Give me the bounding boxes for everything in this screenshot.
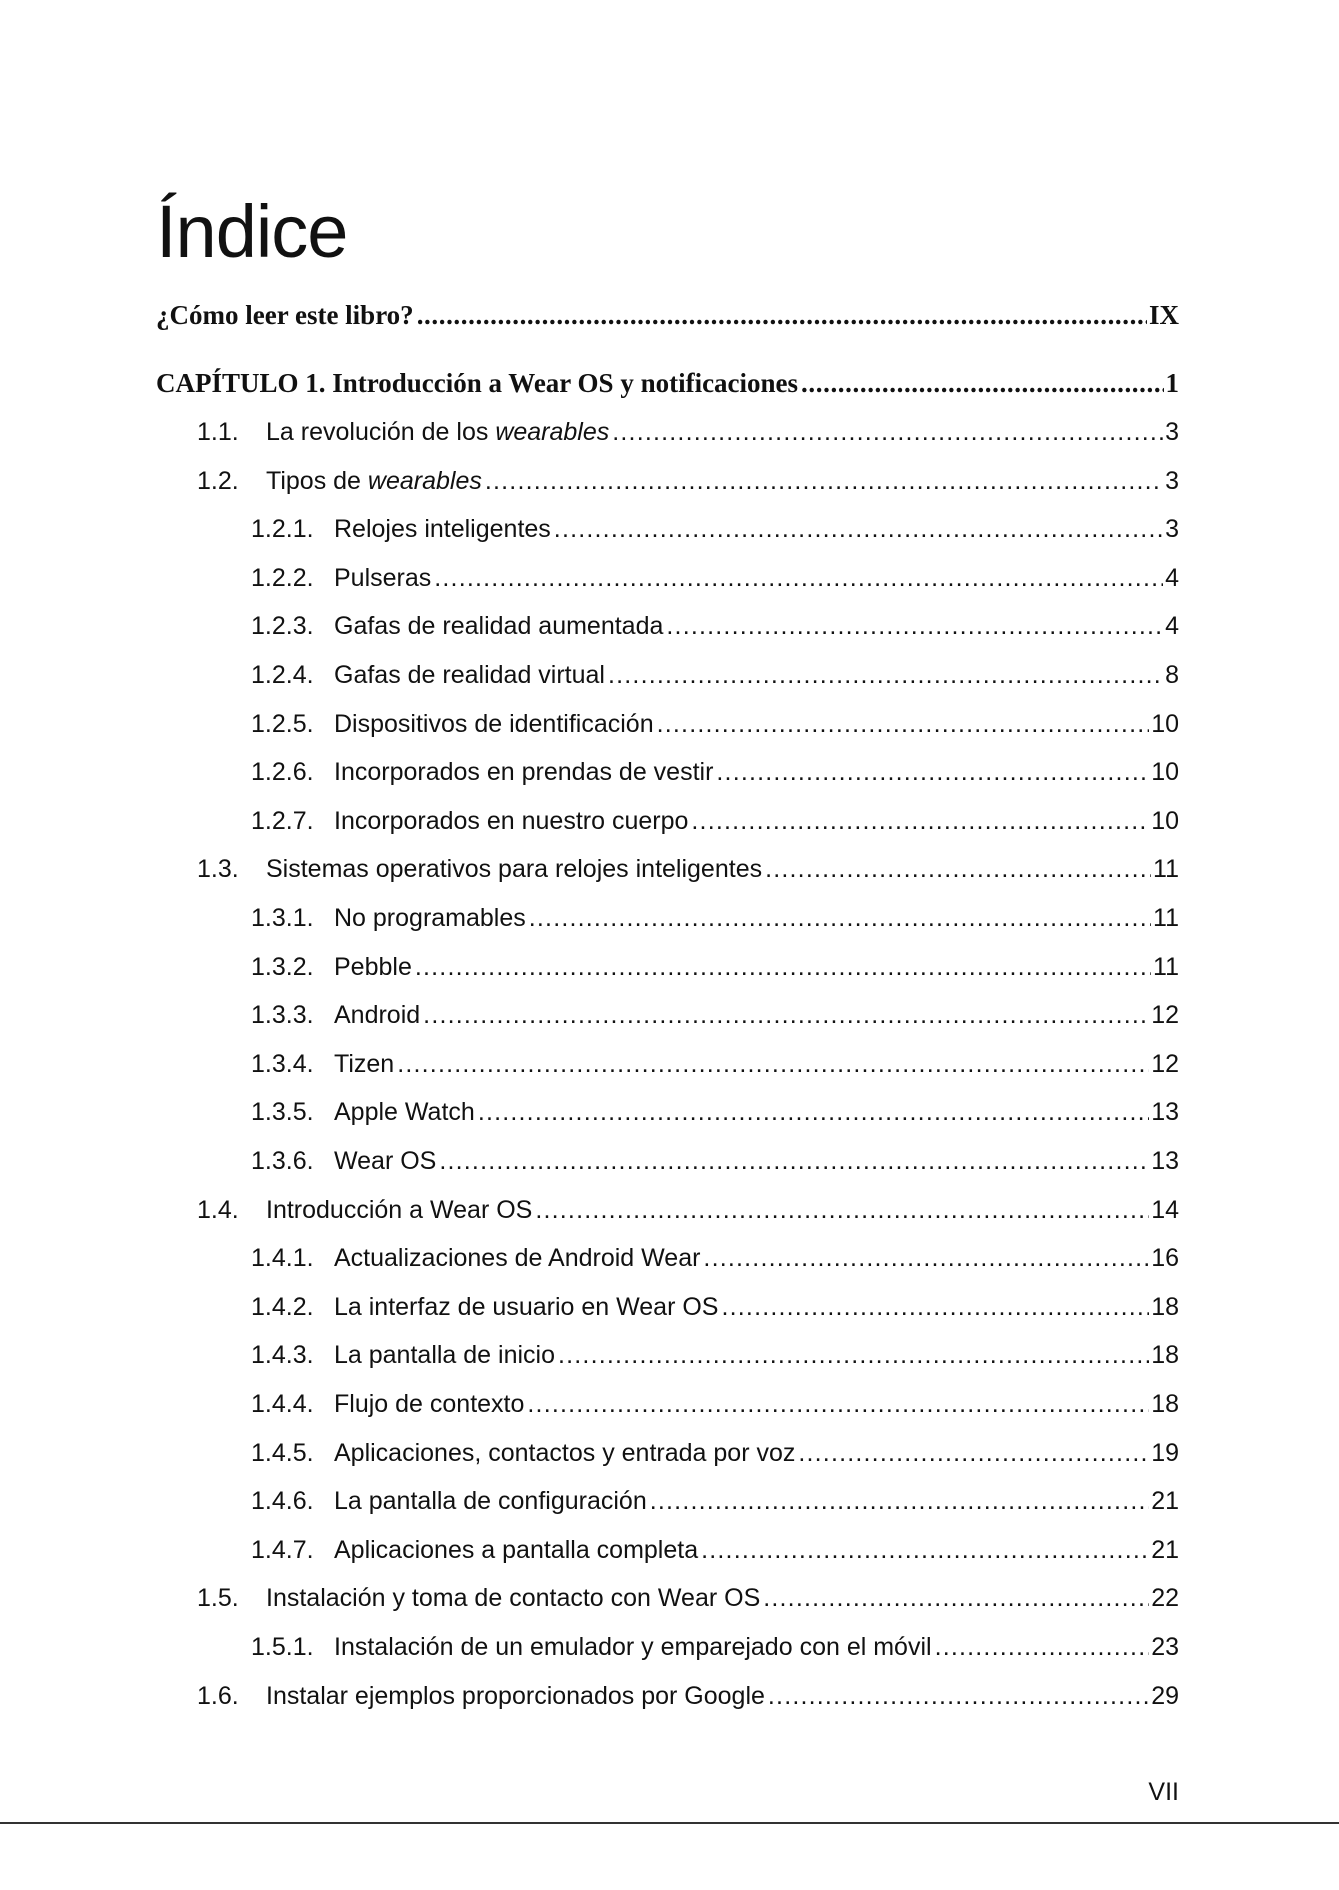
toc-entry-number: 1.2.6. xyxy=(251,758,314,787)
toc-entry[interactable] xyxy=(0,1244,1179,1280)
toc-entry-title-text: Introducción a Wear OS xyxy=(266,1195,533,1224)
dot-leader xyxy=(417,300,1147,331)
toc-entry-title xyxy=(334,758,713,787)
dot-leader xyxy=(535,1196,1149,1225)
toc-entry-title-text: Incorporados en nuestro cuerpo xyxy=(334,806,689,835)
dot-leader xyxy=(527,1390,1149,1419)
toc-entry-page: IX xyxy=(1148,300,1179,330)
toc-entry[interactable] xyxy=(0,904,1179,940)
toc-entry-page: 18 xyxy=(1151,1390,1179,1418)
page-title: Índice xyxy=(156,190,348,273)
toc-entry[interactable] xyxy=(0,1682,1179,1718)
dot-leader xyxy=(801,368,1163,399)
toc-entry[interactable] xyxy=(0,1584,1179,1620)
toc-entry-page: 21 xyxy=(1151,1535,1179,1564)
toc-entry[interactable] xyxy=(0,1439,1179,1475)
toc-entry-number: 1.4.7. xyxy=(251,1535,314,1564)
toc-entry-number: 1.4.6. xyxy=(251,1487,314,1516)
toc-entry-title-text: No programables xyxy=(334,904,526,932)
toc-entry-page: 4 xyxy=(1165,563,1179,592)
toc-entry-page: 1 xyxy=(1165,368,1179,398)
toc-chapter-entry[interactable] xyxy=(0,300,1179,336)
toc-entry-title xyxy=(266,467,482,496)
toc-entry-title xyxy=(334,904,526,933)
toc-entry-page: 3 xyxy=(1165,515,1179,544)
toc-entry[interactable] xyxy=(0,1487,1179,1523)
toc-entry-number: 1.4.4. xyxy=(251,1390,314,1418)
toc-entry-page: 29 xyxy=(1151,1681,1179,1710)
dot-leader xyxy=(935,1633,1150,1662)
dot-leader xyxy=(763,1584,1149,1613)
dot-leader xyxy=(703,1244,1149,1273)
toc-entry-title-text: Sistemas operativos para relojes inteligentes xyxy=(266,855,763,884)
toc-entry-page: 3 xyxy=(1165,466,1179,495)
toc-entry-title xyxy=(334,1147,436,1176)
toc-entry-number: 1.3.3. xyxy=(251,1001,314,1030)
dot-leader xyxy=(768,1682,1149,1711)
dot-leader xyxy=(434,564,1163,593)
toc-entry-title xyxy=(334,1439,795,1468)
toc-entry-page: 19 xyxy=(1151,1438,1179,1467)
toc-entry-page: 22 xyxy=(1151,1584,1179,1613)
toc-entry[interactable] xyxy=(0,953,1179,989)
toc-entry-page: 3 xyxy=(1165,418,1179,446)
toc-entry-page: 18 xyxy=(1151,1292,1179,1321)
toc-entry-title-text: Flujo de contexto xyxy=(334,1390,525,1418)
toc-entry-number: 1.2.5. xyxy=(251,709,314,738)
toc-entry[interactable] xyxy=(0,855,1179,891)
toc-entry-title-text: La revolución de los xyxy=(266,418,496,446)
toc-entry[interactable] xyxy=(0,612,1179,648)
toc-entry-title xyxy=(266,1196,532,1225)
dot-leader xyxy=(666,612,1163,641)
dot-leader xyxy=(716,758,1149,787)
toc-entry-page: 10 xyxy=(1151,758,1179,787)
toc-entry-title xyxy=(266,418,609,447)
toc-entry-title-text: Incorporados en prendas de vestir xyxy=(334,758,714,787)
toc-entry-title-text: Gafas de realidad aumentada xyxy=(334,612,664,641)
dot-leader xyxy=(798,1439,1149,1468)
toc-entry-page: 18 xyxy=(1151,1341,1179,1370)
toc-entry-page: 11 xyxy=(1153,904,1179,932)
toc-entry-page: 8 xyxy=(1165,661,1179,689)
toc-entry-number: 1.3.2. xyxy=(251,952,314,981)
toc-entry-number: 1.4. xyxy=(197,1195,239,1224)
toc-entry[interactable] xyxy=(0,1341,1179,1377)
toc-entry-number: 1.1. xyxy=(197,418,239,446)
dot-leader xyxy=(691,807,1149,836)
toc-entry[interactable] xyxy=(0,661,1179,697)
toc-entry[interactable] xyxy=(0,1050,1179,1086)
dot-leader xyxy=(765,855,1151,884)
toc-entry[interactable] xyxy=(0,418,1179,454)
toc-entry-page: 4 xyxy=(1165,612,1179,641)
toc-entry-title xyxy=(334,1536,698,1565)
toc-entry-title-text: La interfaz de usuario en Wear OS xyxy=(334,1292,719,1321)
toc-entry-number: 1.3.6. xyxy=(251,1147,314,1175)
toc-entry[interactable] xyxy=(0,1098,1179,1134)
toc-entry-title xyxy=(266,855,762,884)
toc-entry-title-text: Instalación de un emulador y emparejado con el móvil xyxy=(334,1633,932,1661)
toc-entry-number: 1.5. xyxy=(197,1584,239,1613)
toc-entry-title xyxy=(334,1390,524,1419)
toc-entry-title-text: Apple Watch xyxy=(334,1098,475,1127)
toc-entry[interactable] xyxy=(0,710,1179,746)
toc-entry-title-text: Relojes inteligentes xyxy=(334,515,551,544)
dot-leader xyxy=(485,467,1163,496)
toc-entry-number: 1.2.3. xyxy=(251,612,314,641)
toc-entry[interactable] xyxy=(0,1390,1179,1426)
toc-entry-number: 1.2.2. xyxy=(251,563,314,592)
toc-entry-title-text: Dispositivos de identificación xyxy=(334,709,654,738)
toc-entry-title xyxy=(334,1487,647,1516)
dot-leader xyxy=(529,904,1151,933)
toc-entry[interactable] xyxy=(0,564,1179,600)
toc-entry-number: 1.4.2. xyxy=(251,1292,314,1321)
toc-entry-title-text: Tipos de xyxy=(266,466,368,495)
toc-entry-title-emphasis: wearables xyxy=(367,466,482,495)
toc-entry-page: 13 xyxy=(1151,1147,1179,1175)
dot-leader xyxy=(423,1001,1149,1030)
toc-entry-page: 12 xyxy=(1151,1001,1179,1030)
toc-entry-title-text: ¿Cómo leer este libro? xyxy=(156,300,414,330)
toc-entry[interactable] xyxy=(0,1536,1179,1572)
dot-leader xyxy=(657,710,1150,739)
toc-entry[interactable] xyxy=(0,515,1179,551)
toc-entry-title-text: Instalación y toma de contacto con Wear OS xyxy=(266,1584,761,1613)
toc-entry-title xyxy=(334,1098,475,1127)
toc-entry-title xyxy=(334,612,663,641)
page-number: VII xyxy=(1148,1778,1179,1806)
toc-entry[interactable] xyxy=(0,1293,1179,1329)
toc-entry-page: 21 xyxy=(1151,1487,1179,1516)
toc-entry[interactable] xyxy=(0,1147,1179,1183)
toc-entry[interactable] xyxy=(0,807,1179,843)
dot-leader xyxy=(650,1487,1149,1516)
toc-entry-number: 1.2.7. xyxy=(251,806,314,835)
toc-entry-title xyxy=(334,515,551,544)
toc-entry-title-text: CAPÍTULO 1. Introducción a Wear OS y notificaciones xyxy=(156,368,799,398)
toc-entry-title-text: Pulseras xyxy=(334,563,432,592)
toc-entry-number: 1.3.5. xyxy=(251,1098,314,1127)
dot-leader xyxy=(612,418,1163,447)
toc-entry-page: 13 xyxy=(1151,1098,1179,1127)
toc-entry-title-text: Actualizaciones de Android Wear xyxy=(334,1244,701,1273)
dot-leader xyxy=(397,1050,1149,1079)
toc-entry-page: 11 xyxy=(1153,855,1179,884)
toc-entry-page: 16 xyxy=(1151,1244,1179,1273)
toc-entry-number: 1.5.1. xyxy=(251,1633,314,1661)
toc-entry-title xyxy=(334,807,688,836)
dot-leader xyxy=(415,953,1151,982)
toc-entry-number: 1.2. xyxy=(197,466,239,495)
toc-entry-title-text: Wear OS xyxy=(334,1147,437,1175)
dot-leader xyxy=(608,661,1163,690)
toc-entry-number: 1.3. xyxy=(197,855,239,884)
toc-entry[interactable] xyxy=(0,758,1179,794)
toc-entry[interactable] xyxy=(0,467,1179,503)
toc-entry-page: 14 xyxy=(1151,1195,1179,1224)
toc-entry-title-text: La pantalla de inicio xyxy=(334,1341,555,1370)
toc-entry-number: 1.4.5. xyxy=(251,1438,314,1467)
toc-entry-title xyxy=(334,953,412,982)
toc-entry-page: 10 xyxy=(1151,806,1179,835)
toc-entry-title-emphasis: wearables xyxy=(495,418,610,446)
toc-entry-title-text: Aplicaciones, contactos y entrada por voz xyxy=(334,1438,796,1467)
dot-leader xyxy=(721,1293,1149,1322)
dot-leader xyxy=(554,515,1163,544)
toc-entry-title xyxy=(334,1050,394,1079)
toc-entry-title-text: Pebble xyxy=(334,952,412,981)
toc-entry-title xyxy=(266,1584,760,1613)
toc-entry-title xyxy=(334,1633,932,1662)
toc-entry-title xyxy=(334,1293,718,1322)
toc-entry[interactable] xyxy=(0,1633,1179,1669)
toc-entry-title-text: Gafas de realidad virtual xyxy=(334,661,605,689)
toc-entry-page: 23 xyxy=(1151,1633,1179,1661)
dot-leader xyxy=(478,1098,1149,1127)
toc-entry-title-text: Tizen xyxy=(334,1049,395,1078)
toc-entry-number: 1.2.1. xyxy=(251,515,314,544)
toc-entry-number: 1.3.1. xyxy=(251,904,314,932)
toc-chapter-entry[interactable] xyxy=(0,368,1179,404)
toc-entry-page: 10 xyxy=(1151,709,1179,738)
toc-entry-title xyxy=(334,661,605,690)
toc-entry-number: 1.2.4. xyxy=(251,661,314,689)
toc-entry-title-text: Instalar ejemplos proporcionados por Google xyxy=(266,1681,765,1710)
toc-entry-title-text: La pantalla de configuración xyxy=(334,1487,647,1516)
toc-entry-page: 11 xyxy=(1153,952,1179,981)
toc-entry-page: 12 xyxy=(1151,1049,1179,1078)
toc-entry-number: 1.6. xyxy=(197,1681,239,1710)
dot-leader xyxy=(558,1341,1149,1370)
toc-entry-title xyxy=(266,1682,765,1711)
dot-leader xyxy=(701,1536,1149,1565)
toc-entry-number: 1.3.4. xyxy=(251,1049,314,1078)
dot-leader xyxy=(439,1147,1149,1176)
toc-entry-number: 1.4.1. xyxy=(251,1244,314,1273)
toc-entry[interactable] xyxy=(0,1196,1179,1232)
toc-entry-title xyxy=(156,368,798,399)
toc-entry[interactable] xyxy=(0,1001,1179,1037)
toc-entry-title xyxy=(156,300,414,331)
toc-entry-title xyxy=(334,1341,555,1370)
toc-entry-title-text: Aplicaciones a pantalla completa xyxy=(334,1535,699,1564)
toc-entry-title xyxy=(334,1001,420,1030)
toc-entry-title xyxy=(334,1244,700,1273)
toc-entry-title xyxy=(334,564,431,593)
toc-entry-title-text: Android xyxy=(334,1001,421,1030)
footer-rule xyxy=(0,1822,1339,1824)
toc-entry-number: 1.4.3. xyxy=(251,1341,314,1370)
toc-entry-title xyxy=(334,710,654,739)
